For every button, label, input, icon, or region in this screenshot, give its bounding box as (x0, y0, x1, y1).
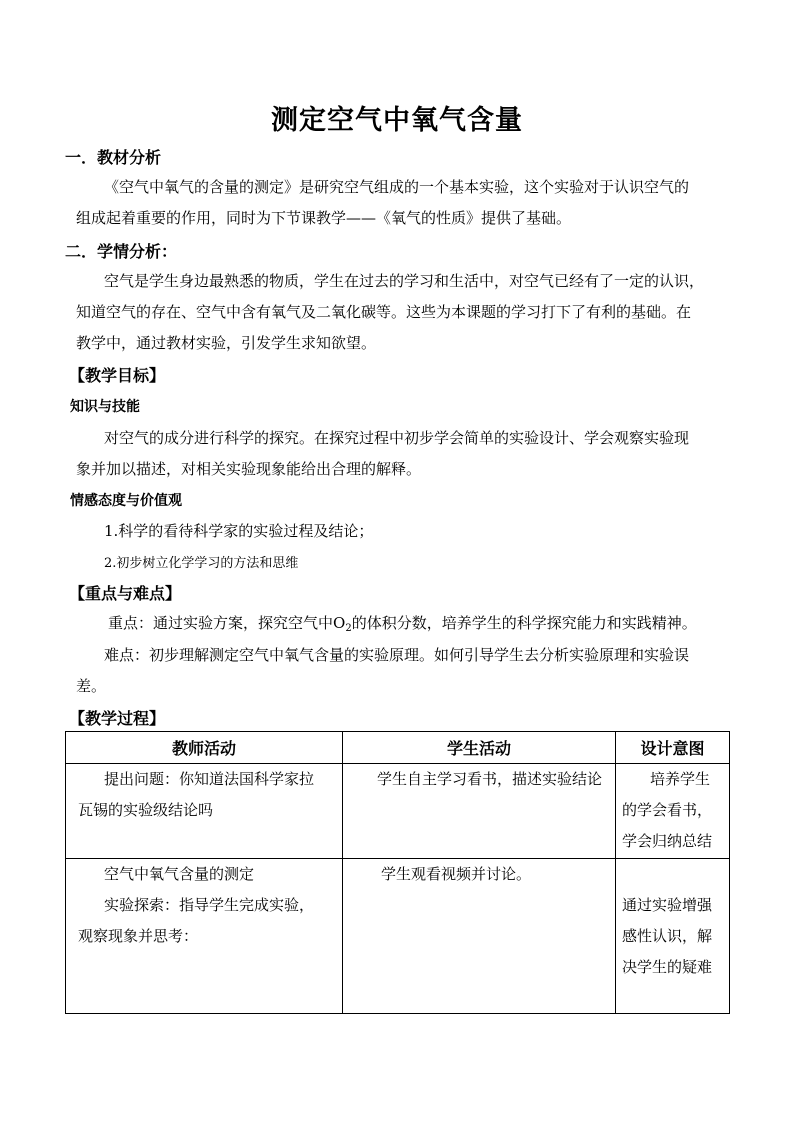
page-title: 测定空气中氧气含量 (271, 105, 523, 136)
list-item: 2.初步树立化学学习的方法和思维 (104, 556, 299, 571)
cell-line: 实验探索：指导学生完成实验， (104, 896, 315, 914)
cell-line: 观察现象并思考： (78, 927, 199, 945)
cell-line: 学生观看视频并讨论。 (381, 865, 532, 883)
focus-text: 的体积分数，培养学生的科学探究能力和实践精神。 (351, 614, 697, 632)
table-header-row (66, 732, 730, 764)
teacher-activity-cell (66, 859, 343, 1014)
section-heading-teaching-goals: 【教学目标】 (69, 366, 166, 385)
cell-line: 瓦锡的实验级结论吗 (78, 801, 214, 819)
column-header-teacher: 教师活动 (66, 732, 343, 764)
cell-line: 的学会看书， (622, 801, 713, 819)
cell-line: 通过实验增强 (622, 896, 713, 914)
table-row (66, 764, 730, 859)
design-intent-cell (616, 764, 730, 859)
section-heading-textbook-analysis: 一．教材分析 (65, 148, 162, 167)
paragraph-line-focus (108, 612, 697, 634)
student-activity-cell (343, 764, 616, 859)
subscript: 2 (345, 623, 352, 634)
table-row (66, 859, 730, 1014)
cell-line: 感性认识，解 (622, 927, 713, 945)
cell-line: 空气中氧气含量的测定 (104, 865, 255, 883)
student-activity-cell (343, 859, 616, 1014)
paragraph-line: 难点：初步理解测定空气中氧气含量的实验原理。如何引导学生去分析实验原理和实验误 (104, 646, 690, 664)
list-item: 1.科学的看待科学家的实验过程及结论； (104, 522, 374, 540)
cell-line: 学生自主学习看书，描述实验结论 (377, 770, 603, 788)
teaching-process-table (65, 731, 730, 1014)
paragraph-line: 教学中，通过教材实验，引发学生求知欲望。 (76, 334, 377, 352)
paragraph-line: 象并加以描述，对相关实验现象能给出合理的解释。 (76, 460, 422, 478)
paragraph-line: 《空气中氧气的含量的测定》是研究空气组成的一个基本实验，这个实验对于认识空气的 (104, 178, 690, 196)
cell-line: 学会归纳总结 (622, 832, 713, 850)
paragraph-line: 空气是学生身边最熟悉的物质，学生在过去的学习和生活中，对空气已经有了一定的认识， (104, 272, 705, 290)
section-heading-student-analysis: 二．学情分析： (65, 242, 178, 261)
paragraph-line: 对空气的成分进行科学的探究。在探究过程中初步学会简单的实验设计、学会观察实验现 (104, 429, 690, 447)
cell-line: 培养学生 (650, 770, 711, 788)
paragraph-line: 差。 (76, 677, 107, 695)
subheading-knowledge-skills: 知识与技能 (70, 399, 140, 415)
column-header-student: 学生活动 (343, 732, 616, 764)
design-intent-cell (616, 859, 730, 1014)
section-heading-key-points: 【重点与难点】 (69, 584, 182, 603)
cell-line: 提出问题：你知道法国科学家拉 (104, 770, 315, 788)
cell-line: 决学生的疑难 (622, 958, 713, 976)
subheading-emotion-values: 情感态度与价值观 (70, 493, 182, 509)
focus-text: 重点：通过实验方案，探究空气中O (108, 614, 346, 632)
paragraph-line: 知道空气的存在、空气中含有氧气及二氧化碳等。这些为本课题的学习打下了有利的基础。在 (76, 303, 692, 321)
teacher-activity-cell (66, 764, 343, 859)
section-heading-teaching-process: 【教学过程】 (69, 709, 166, 728)
column-header-intent: 设计意图 (616, 732, 730, 764)
paragraph-line: 组成起着重要的作用，同时为下节课教学——《氧气的性质》提供了基础。 (76, 209, 572, 227)
